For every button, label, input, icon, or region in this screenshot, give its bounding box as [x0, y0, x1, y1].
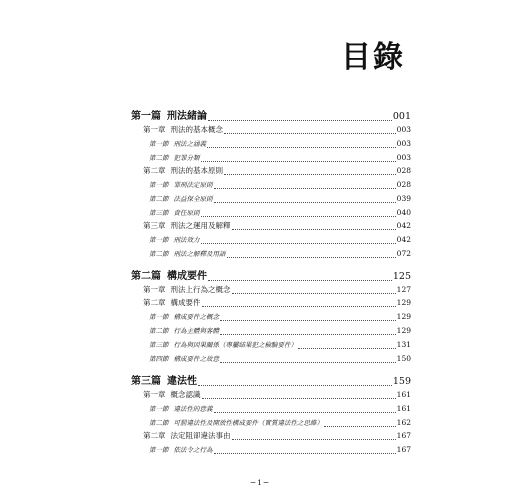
toc-section-row[interactable]	[131, 178, 411, 192]
toc-entry-label	[149, 402, 213, 416]
toc-section-row[interactable]	[131, 151, 411, 165]
toc-entry-title: 刑法之運用及解釋	[170, 221, 231, 230]
toc-entry-label	[149, 137, 206, 151]
part-spacer	[131, 366, 411, 373]
toc-entry-page: 129	[396, 298, 411, 307]
toc-entry-label	[149, 192, 213, 206]
toc-entry-label	[149, 324, 219, 338]
toc-entry-title: 刑法的基本原則	[170, 166, 223, 175]
toc-section-row[interactable]	[131, 416, 411, 430]
toc-entry-page: 042	[396, 235, 411, 244]
toc-entry-number: 第二節	[149, 327, 169, 335]
toc-entry-number: 第三章	[143, 221, 166, 230]
toc-entry-title: 構成要件之概念	[173, 313, 219, 321]
toc-entry-label	[143, 165, 223, 178]
toc-part-row[interactable]	[131, 108, 411, 124]
toc-entry-title: 刑法的基本概念	[170, 125, 223, 134]
dot-leader	[198, 385, 392, 386]
toc-entry-number: 第一章	[143, 125, 166, 134]
toc-entry-label	[149, 206, 200, 220]
toc-entry-page: 167	[396, 431, 411, 440]
toc-section-row[interactable]	[131, 310, 411, 324]
toc-entry-page: 028	[396, 180, 411, 189]
toc-entry-number: 第一章	[143, 285, 166, 294]
toc-entry-title: 罪刑法定原則	[173, 181, 213, 189]
toc-section-row[interactable]	[131, 402, 411, 416]
toc-chapter-row[interactable]	[131, 297, 411, 310]
toc-entry-label	[131, 375, 197, 389]
toc-section-row[interactable]	[131, 352, 411, 366]
dot-leader	[227, 257, 396, 258]
dot-leader	[220, 362, 396, 363]
toc-entry-number: 第一節	[149, 446, 169, 454]
toc-entry-title: 行為主體與客體	[173, 327, 219, 335]
toc-entry-title: 法定阻卻違法事由	[170, 431, 231, 440]
toc-entry-title: 犯罪分類	[173, 154, 200, 162]
toc-entry-page: 003	[396, 125, 411, 134]
toc-entry-number: 第二節	[149, 195, 169, 203]
dot-leader	[224, 133, 396, 134]
toc-section-row[interactable]	[131, 233, 411, 247]
toc-entry-page: 150	[396, 354, 411, 363]
toc-entry-title: 責任原則	[173, 209, 200, 217]
toc-entry-title: 行為與因果關係（專屬結果犯之檢驗要件）	[173, 341, 297, 349]
toc-entry-label	[143, 430, 231, 443]
toc-entry-number: 第二節	[149, 154, 169, 162]
dot-leader	[232, 439, 396, 440]
table-of-contents	[131, 108, 411, 457]
toc-entry-page: 039	[396, 194, 411, 203]
toc-section-row[interactable]	[131, 338, 411, 352]
dot-leader	[220, 320, 396, 321]
toc-entry-number: 第二篇	[131, 271, 161, 282]
toc-entry-title: 刑法上行為之概念	[170, 285, 231, 294]
toc-entry-label	[131, 270, 207, 284]
toc-chapter-row[interactable]	[131, 430, 411, 443]
toc-entry-number: 第三節	[149, 209, 169, 217]
dot-leader	[202, 398, 396, 399]
page-number: −1−	[249, 478, 271, 487]
dot-leader	[232, 293, 396, 294]
dot-leader	[201, 243, 396, 244]
toc-entry-title: 依法令之行為	[173, 446, 213, 454]
toc-entry-title: 法益保全原則	[173, 195, 213, 203]
toc-chapter-row[interactable]	[131, 284, 411, 297]
toc-entry-page: 159	[392, 376, 411, 387]
toc-entry-number: 第一節	[149, 313, 169, 321]
toc-entry-page: 162	[396, 418, 411, 427]
toc-entry-page: 131	[396, 340, 411, 349]
toc-entry-label	[143, 220, 231, 233]
toc-section-row[interactable]	[131, 443, 411, 457]
toc-entry-title: 違法性的意義	[173, 405, 213, 413]
toc-entry-number: 第一節	[149, 140, 169, 148]
toc-entry-title: 刑法效力	[173, 236, 200, 244]
dot-leader	[232, 229, 396, 230]
toc-entry-number: 第一節	[149, 236, 169, 244]
toc-entry-page: 125	[392, 271, 411, 282]
toc-entry-page: 003	[396, 139, 411, 148]
toc-entry-title: 可罰違法性及開放性構成要件（實質違法性之思維）	[173, 419, 323, 427]
toc-entry-label	[149, 352, 219, 366]
toc-part-row[interactable]	[131, 373, 411, 389]
toc-entry-label	[149, 416, 323, 430]
dot-leader	[214, 453, 396, 454]
toc-entry-number: 第一篇	[131, 111, 161, 122]
dot-leader	[201, 216, 396, 217]
toc-entry-title: 刑法之解釋及用語	[173, 250, 226, 258]
toc-entry-page: 129	[396, 326, 411, 335]
toc-entry-page: 042	[396, 221, 411, 230]
toc-entry-label	[149, 443, 213, 457]
part-spacer	[131, 261, 411, 268]
toc-entry-page: 161	[396, 404, 411, 413]
toc-chapter-row[interactable]	[131, 165, 411, 178]
toc-entry-page: 072	[396, 249, 411, 258]
toc-chapter-row[interactable]	[131, 389, 411, 402]
toc-entry-title: 構成要件	[167, 271, 207, 282]
dot-leader	[214, 412, 396, 413]
toc-entry-page: 127	[396, 285, 411, 294]
page-title: 目錄	[341, 40, 405, 75]
toc-entry-label	[131, 110, 207, 124]
toc-section-row[interactable]	[131, 137, 411, 151]
toc-entry-title: 刑法之涵義	[173, 140, 206, 148]
toc-entry-title: 概念認識	[170, 390, 201, 399]
toc-entry-number: 第三節	[149, 341, 169, 349]
toc-entry-label	[149, 247, 226, 261]
toc-entry-label	[149, 178, 213, 192]
toc-entry-page: 028	[396, 166, 411, 175]
dot-leader	[220, 334, 396, 335]
toc-entry-label	[143, 124, 223, 137]
toc-entry-label	[149, 151, 200, 165]
toc-entry-label	[149, 233, 200, 247]
dot-leader	[208, 280, 392, 281]
toc-entry-number: 第三篇	[131, 376, 161, 387]
toc-section-row[interactable]	[131, 206, 411, 220]
toc-entry-title: 刑法緒論	[167, 111, 207, 122]
toc-entry-label	[149, 338, 297, 352]
toc-entry-number: 第一章	[143, 390, 166, 399]
toc-chapter-row[interactable]	[131, 220, 411, 233]
dot-leader	[208, 120, 392, 121]
toc-entry-page: 040	[396, 208, 411, 217]
toc-section-row[interactable]	[131, 324, 411, 338]
dot-leader	[214, 188, 396, 189]
toc-entry-title: 構成要件	[170, 298, 201, 307]
toc-entry-page: 001	[392, 111, 411, 122]
toc-entry-number: 第二節	[149, 419, 169, 427]
dot-leader	[207, 147, 396, 148]
dot-leader	[202, 306, 396, 307]
dot-leader	[324, 426, 396, 427]
toc-section-row[interactable]	[131, 247, 411, 261]
toc-entry-page: 129	[396, 312, 411, 321]
dot-leader	[224, 174, 396, 175]
toc-entry-page: 167	[396, 445, 411, 454]
toc-entry-label	[143, 284, 231, 297]
toc-entry-number: 第一節	[149, 405, 169, 413]
toc-entry-number: 第二章	[143, 431, 166, 440]
toc-entry-label	[143, 389, 201, 402]
toc-chapter-row[interactable]	[131, 124, 411, 137]
toc-entry-page: 161	[396, 390, 411, 399]
toc-entry-title: 違法性	[167, 376, 197, 387]
toc-entry-label	[149, 310, 219, 324]
toc-entry-label	[143, 297, 201, 310]
toc-entry-number: 第一節	[149, 181, 169, 189]
toc-entry-number: 第二章	[143, 166, 166, 175]
dot-leader	[201, 161, 396, 162]
toc-section-row[interactable]	[131, 192, 411, 206]
dot-leader	[298, 348, 396, 349]
toc-entry-number: 第二章	[143, 298, 166, 307]
dot-leader	[214, 202, 396, 203]
toc-part-row[interactable]	[131, 268, 411, 284]
toc-entry-number: 第四節	[149, 355, 169, 363]
toc-entry-title: 構成要件之故意	[173, 355, 219, 363]
toc-entry-page: 003	[396, 153, 411, 162]
toc-entry-number: 第二節	[149, 250, 169, 258]
